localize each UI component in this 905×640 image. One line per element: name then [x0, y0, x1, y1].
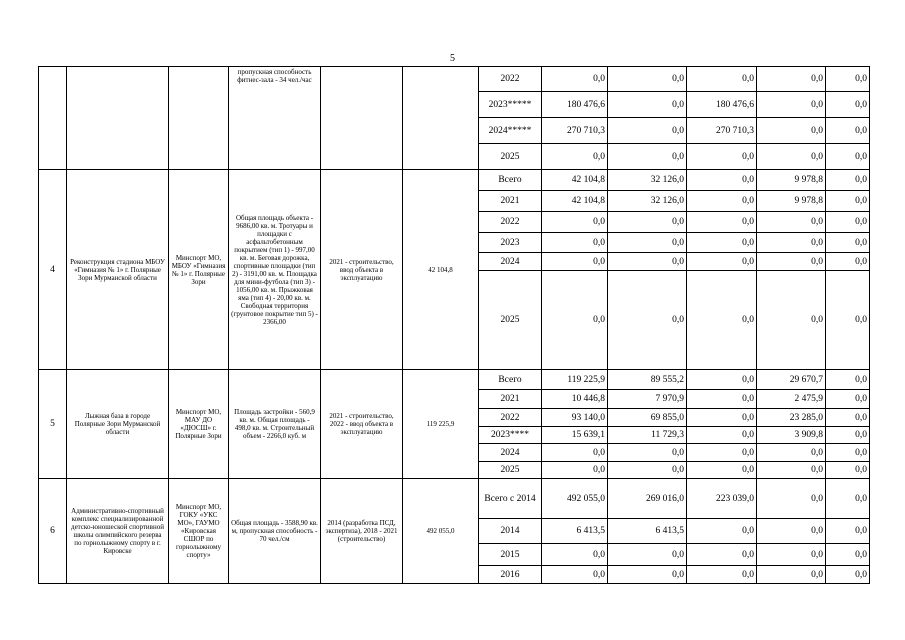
cell-value: 269 016,0: [608, 479, 687, 519]
page-number: 5: [450, 53, 455, 64]
cell-value: 0,0: [687, 253, 757, 271]
cell-executor: Минспорт МО, МАУ ДО «ДЮСШ» г. Полярные Зори: [169, 370, 229, 479]
cell-value: 0,0: [608, 212, 687, 233]
cell-value: 492 055,0: [542, 479, 608, 519]
cell-value: 0,0: [826, 519, 870, 544]
cell-year: 2015: [479, 544, 542, 566]
cell-value: 89 555,2: [608, 370, 687, 390]
cell-value: 15 639,1: [542, 427, 608, 444]
cell-value: 0,0: [687, 462, 757, 479]
cell-value: 0,0: [542, 253, 608, 271]
cell-number: 6: [39, 479, 67, 584]
cell-value: 6 413,5: [608, 519, 687, 544]
cell-value: 0,0: [542, 444, 608, 462]
cell-year: 2024: [479, 444, 542, 462]
cell-value: 0,0: [826, 390, 870, 409]
cell-value: 0,0: [757, 92, 826, 118]
cell-value: 0,0: [826, 92, 870, 118]
cell-value: 23 285,0: [757, 409, 826, 427]
cell-value: 0,0: [687, 271, 757, 370]
cell-description: Общая площадь объекта - 9686,00 кв. м. Тротуары и площадки с асфальтобетонным покрытием (тип 1) - 997,00 кв. м. Беговая дорожка, спортивные площадки (тип 2) - 3191,00 кв. м. Площадка для мини-футбола (тип 3) - 1056,00 кв. м. Прыжковая яма (тип 4) - 20,00 кв. м. Свободная территория (грунтовое покрытие тип 5) - 2366,00: [229, 170, 321, 370]
cell-year: 2025: [479, 144, 542, 170]
cell-value: 42 104,8: [542, 170, 608, 191]
cell-value: 223 039,0: [687, 479, 757, 519]
cell-year: 2024*****: [479, 118, 542, 144]
cell-value: 270 710,3: [542, 118, 608, 144]
cell-description: Площадь застройки - 560,9 кв. м. Общая площадь - 498,0 кв. м. Строительный объем - 2266,0 куб. м: [229, 370, 321, 479]
table-row: [39, 170, 870, 191]
cell-value: 0,0: [826, 566, 870, 584]
cell-year: 2025: [479, 271, 542, 370]
cell-year: 2014: [479, 519, 542, 544]
cell-year: 2023*****: [479, 92, 542, 118]
cell-value: 2 475,9: [757, 390, 826, 409]
cell-value: 180 476,6: [687, 92, 757, 118]
cell-value: 0,0: [826, 170, 870, 191]
cell-value: 0,0: [687, 519, 757, 544]
cell-value: 9 978,8: [757, 191, 826, 212]
cell-value: 0,0: [542, 233, 608, 253]
cell-year: 2024: [479, 253, 542, 271]
cell-number: [39, 67, 67, 170]
cell-value: 0,0: [542, 271, 608, 370]
cell-period: 2021 - строительство, 2022 - ввод объекта в эксплуатацию: [321, 370, 403, 479]
cell-value: 0,0: [757, 519, 826, 544]
cell-year: 2022: [479, 67, 542, 92]
cell-value: 0,0: [757, 253, 826, 271]
cell-value: 0,0: [608, 444, 687, 462]
cell-value: 0,0: [542, 144, 608, 170]
cell-year: Всего: [479, 170, 542, 191]
cell-period: 2014 (разработка ПСД, экспертиза), 2018 - 2021 (строительство): [321, 479, 403, 584]
cell-value: 0,0: [608, 118, 687, 144]
cell-value: 42 104,8: [542, 191, 608, 212]
cell-value: 0,0: [757, 144, 826, 170]
cell-year: Всего с 2014: [479, 479, 542, 519]
cell-number: 5: [39, 370, 67, 479]
cell-value: 0,0: [826, 191, 870, 212]
cell-value: 0,0: [826, 271, 870, 370]
cell-value: 0,0: [687, 144, 757, 170]
cell-value: 32 126,0: [608, 191, 687, 212]
cell-value: 0,0: [826, 212, 870, 233]
cell-value: 0,0: [757, 212, 826, 233]
cell-value: 0,0: [687, 67, 757, 92]
table-row: [39, 479, 870, 519]
cell-value: 11 729,3: [608, 427, 687, 444]
cell-value: 0,0: [687, 444, 757, 462]
cell-value: 0,0: [757, 67, 826, 92]
cell-value: 0,0: [826, 444, 870, 462]
cell-value: 0,0: [542, 212, 608, 233]
cell-value: 0,0: [608, 544, 687, 566]
cell-year: 2022: [479, 212, 542, 233]
cell-value: 119 225,9: [542, 370, 608, 390]
cell-value: 0,0: [608, 462, 687, 479]
cell-value: 0,0: [687, 544, 757, 566]
cell-value: 32 126,0: [608, 170, 687, 191]
cell-value: 0,0: [608, 144, 687, 170]
cell-value: 0,0: [687, 212, 757, 233]
cell-value: 0,0: [826, 144, 870, 170]
cell-year: 2016: [479, 566, 542, 584]
cell-value: 0,0: [757, 233, 826, 253]
cell-value: 0,0: [542, 566, 608, 584]
cell-value: 0,0: [826, 118, 870, 144]
cell-value: 9 978,8: [757, 170, 826, 191]
cell-value: 0,0: [757, 566, 826, 584]
cell-value: 10 446,8: [542, 390, 608, 409]
cell-value: 0,0: [757, 271, 826, 370]
cell-cost: [403, 67, 479, 170]
cell-value: 270 710,3: [687, 118, 757, 144]
cell-value: 0,0: [757, 544, 826, 566]
cell-value: 0,0: [687, 370, 757, 390]
cell-description: пропускная способность фитнес-зала - 34 чел./час: [229, 67, 321, 170]
cell-value: 0,0: [687, 191, 757, 212]
cell-value: 0,0: [687, 409, 757, 427]
cell-value: 0,0: [542, 462, 608, 479]
cell-name: Реконструкция стадиона МБОУ «Гимназия № 1» г. Полярные Зори Мурманской области: [67, 170, 169, 370]
cell-value: 0,0: [757, 479, 826, 519]
cell-value: 0,0: [826, 409, 870, 427]
cell-value: 0,0: [826, 233, 870, 253]
cell-year: 2025: [479, 462, 542, 479]
cell-value: 0,0: [608, 92, 687, 118]
cell-name: Лыжная база в городе Полярные Зори Мурманской области: [67, 370, 169, 479]
cell-year: 2021: [479, 191, 542, 212]
cell-year: Всего: [479, 370, 542, 390]
cell-description: Общая площадь - 3588,90 кв. м, пропускная способность - 70 чел./см: [229, 479, 321, 584]
cell-executor: [169, 67, 229, 170]
cell-value: 0,0: [826, 370, 870, 390]
cell-value: 0,0: [687, 566, 757, 584]
cell-name: [67, 67, 169, 170]
cell-value: 0,0: [687, 390, 757, 409]
cell-value: 0,0: [687, 427, 757, 444]
cell-period: 2021 - строительство, ввод объекта в эксплуатацию: [321, 170, 403, 370]
cell-value: 0,0: [608, 253, 687, 271]
financing-table: [38, 66, 870, 584]
cell-executor: Минспорт МО, ГОКУ «УКС МО», ГАУМО «Кировская СШОР по горнолыжному спорту»: [169, 479, 229, 584]
cell-year: 2023: [479, 233, 542, 253]
cell-cost: 492 055,0: [403, 479, 479, 584]
cell-value: 0,0: [757, 444, 826, 462]
cell-value: 0,0: [608, 67, 687, 92]
cell-value: 0,0: [826, 67, 870, 92]
cell-cost: 42 104,8: [403, 170, 479, 370]
cell-value: 0,0: [757, 462, 826, 479]
cell-value: 0,0: [826, 462, 870, 479]
cell-value: 0,0: [687, 233, 757, 253]
cell-value: 0,0: [542, 544, 608, 566]
cell-value: 3 909,8: [757, 427, 826, 444]
cell-value: 180 476,6: [542, 92, 608, 118]
cell-value: 29 670,7: [757, 370, 826, 390]
cell-value: 69 855,0: [608, 409, 687, 427]
cell-value: 7 970,9: [608, 390, 687, 409]
cell-value: 0,0: [687, 170, 757, 191]
cell-value: 0,0: [826, 253, 870, 271]
cell-value: 0,0: [608, 271, 687, 370]
cell-value: 0,0: [608, 566, 687, 584]
table-row: [39, 370, 870, 390]
cell-name: Административно-спортивный комплекс специализированной детско-юношеской спортивной школы олимпийского резерва по горнолыжному спорту в г. Кировске: [67, 479, 169, 584]
cell-year: 2021: [479, 390, 542, 409]
cell-value: 93 140,0: [542, 409, 608, 427]
cell-value: 0,0: [826, 479, 870, 519]
cell-executor: Минспорт МО, МБОУ «Гимназия № 1» г. Полярные Зори: [169, 170, 229, 370]
cell-value: 0,0: [757, 118, 826, 144]
cell-year: 2023****: [479, 427, 542, 444]
cell-period: [321, 67, 403, 170]
cell-cost: 119 225,9: [403, 370, 479, 479]
cell-value: 0,0: [608, 233, 687, 253]
cell-value: 0,0: [542, 67, 608, 92]
cell-value: 0,0: [826, 544, 870, 566]
cell-value: 0,0: [826, 427, 870, 444]
table-row: [39, 67, 870, 92]
cell-number: 4: [39, 170, 67, 370]
cell-value: 6 413,5: [542, 519, 608, 544]
cell-year: 2022: [479, 409, 542, 427]
